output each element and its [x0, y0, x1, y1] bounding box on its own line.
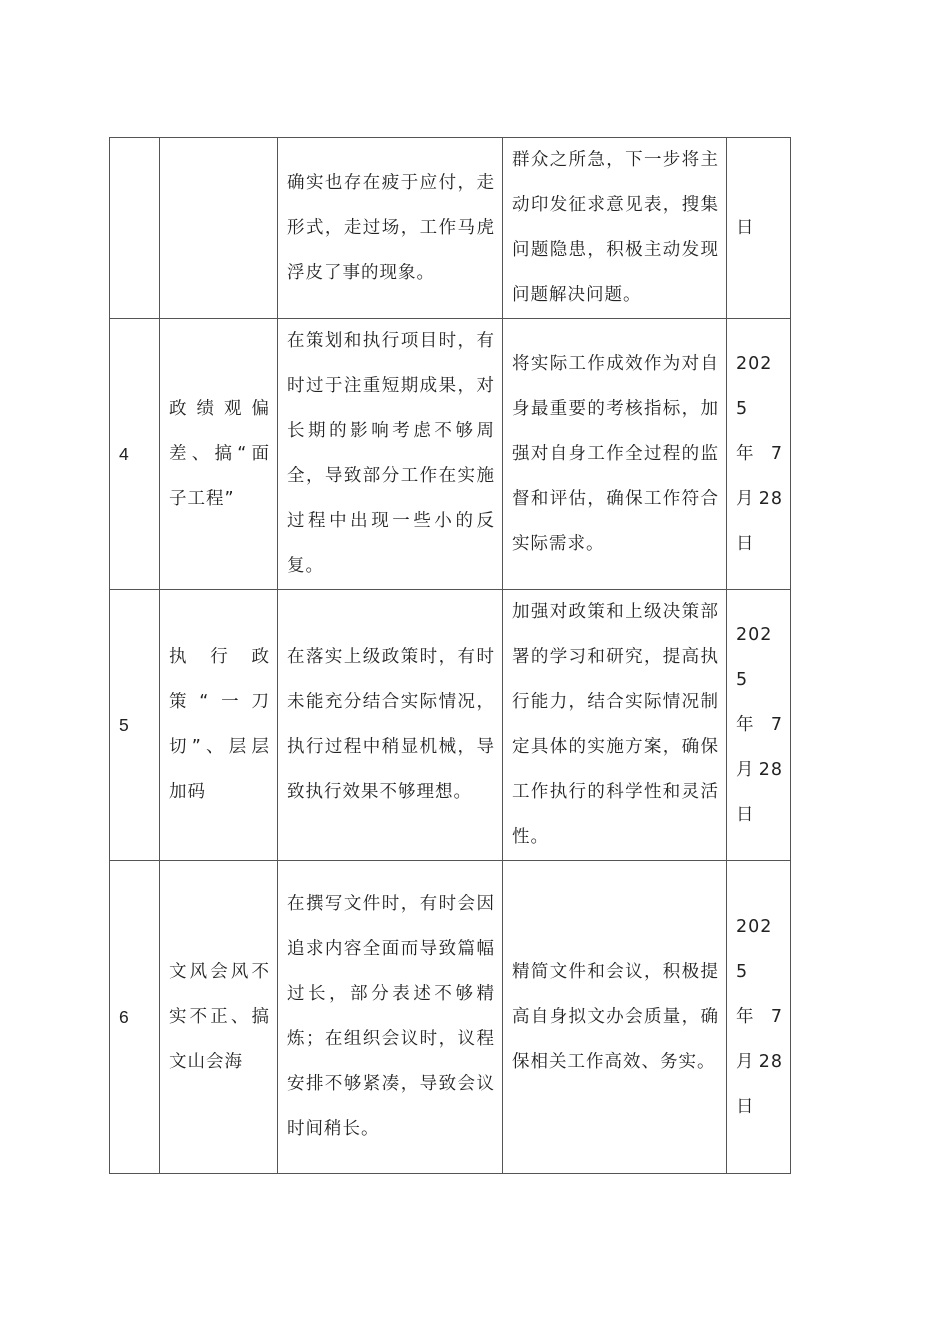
measure-cell: 精简文件和会议，积极提高自身拟文办会质量，确保相关工作高效、务实。 — [503, 861, 727, 1174]
date-month-row — [736, 432, 783, 477]
date-day: 28 — [758, 488, 783, 509]
row-number — [110, 138, 160, 319]
description-cell: 在撰写文件时，有时会因追求内容全面而导致篇幅过长，部分表述不够精炼；在组织会议时，议程安排不够紧凑，导致会议时间稍长。 — [278, 861, 503, 1174]
problem-cell: 文风会风不实不正、搞文山会海 — [160, 861, 278, 1174]
date-month-row — [736, 995, 783, 1040]
date-day: 28 — [758, 759, 783, 780]
date-day-char: 日 — [736, 804, 755, 825]
measure-cell: 群众之所急，下一步将主动印发征求意见表，搜集问题隐患，积极主动发现问题解决问题。 — [503, 138, 727, 319]
date-day-char: 日 — [736, 217, 755, 238]
date-day: 28 — [758, 1051, 783, 1072]
date-nian: 年 — [736, 714, 755, 735]
date-nian: 年 — [736, 1006, 755, 1027]
date-year: 2025 — [736, 916, 773, 982]
date-nian: 年 — [736, 443, 755, 464]
date-day-char: 日 — [736, 533, 755, 554]
description-cell: 在落实上级政策时，有时未能充分结合实际情况，执行过程中稍显机械，导致执行效果不够理想。 — [278, 590, 503, 861]
problem-cell: 执行政策“一刀切”、层层加码 — [160, 590, 278, 861]
date-day-row — [736, 477, 783, 522]
row-number: 4 — [110, 319, 160, 590]
problem-cell — [160, 138, 278, 319]
date-cell — [727, 861, 791, 1174]
date-yue: 月 — [736, 488, 755, 509]
table-row — [110, 590, 791, 861]
date-day-char: 日 — [736, 1096, 755, 1117]
date-cell — [727, 590, 791, 861]
date-month: 7 — [770, 1006, 783, 1027]
date-year: 2025 — [736, 353, 773, 419]
measure-cell: 加强对政策和上级决策部署的学习和研究，提高执行能力，结合实际情况制定具体的实施方案，确保工作执行的科学性和灵活性。 — [503, 590, 727, 861]
measure-cell: 将实际工作成效作为对自身最重要的考核指标，加强对自身工作全过程的监督和评估，确保工作符合实际需求。 — [503, 319, 727, 590]
date-yue: 月 — [736, 1051, 755, 1072]
date-day-row — [736, 1040, 783, 1085]
date-month: 7 — [770, 714, 783, 735]
date-month-row — [736, 703, 783, 748]
table-row — [110, 861, 791, 1174]
problem-cell: 政绩观偏差、搞“面子工程” — [160, 319, 278, 590]
date-month: 7 — [770, 443, 783, 464]
description-cell: 确实也存在疲于应付，走形式，走过场，工作马虎浮皮了事的现象。 — [278, 138, 503, 319]
table-row — [110, 138, 791, 319]
row-number: 6 — [110, 861, 160, 1174]
date-yue: 月 — [736, 759, 755, 780]
table-row — [110, 319, 791, 590]
description-cell: 在策划和执行项目时，有时过于注重短期成果，对长期的影响考虑不够周全，导致部分工作在实施过程中出现一些小的反复。 — [278, 319, 503, 590]
rectification-table — [109, 137, 791, 1174]
date-cell — [727, 319, 791, 590]
date-year: 2025 — [736, 624, 773, 690]
date-day-row — [736, 748, 783, 793]
row-number: 5 — [110, 590, 160, 861]
date-cell — [727, 138, 791, 319]
